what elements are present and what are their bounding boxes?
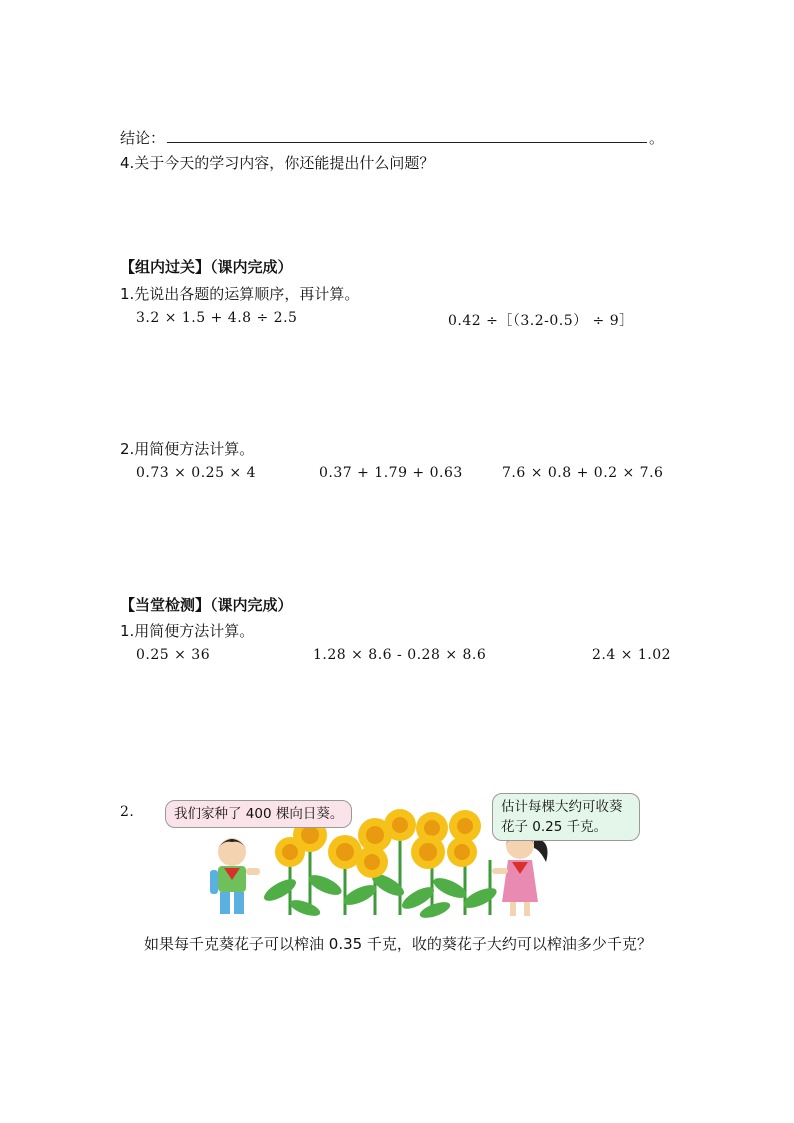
group-problem-2-item: 0.73 × 0.25 × 4	[136, 465, 257, 481]
conclusion-end: 。	[649, 129, 665, 147]
girl-figure	[492, 830, 548, 916]
check-problem-1-item: 1.28 × 8.6 - 0.28 × 8.6	[313, 647, 487, 663]
conclusion-label: 结论：	[120, 129, 166, 147]
check-problem-1-item: 0.25 × 36	[136, 647, 211, 663]
boy-figure	[210, 838, 260, 914]
speech-bubble-boy-text: 我们家种了 400 棵向日葵。	[174, 806, 344, 822]
group-problem-1-item: 3.2 × 1.5 + 4.8 ÷ 2.5	[136, 310, 298, 326]
group-problem-2-title: 2.用简便方法计算。	[120, 440, 255, 458]
check-problem-2-question: 如果每千克葵花子可以榨油 0.35 千克，收的葵花子大约可以榨油多少千克？	[144, 935, 652, 953]
question-4: 4.关于今天的学习内容，你还能提出什么问题？	[120, 154, 435, 172]
group-problem-2-item: 7.6 × 0.8 + 0.2 × 7.6	[502, 465, 664, 481]
group-problem-1-title: 1.先说出各题的运算顺序，再计算。	[120, 285, 360, 303]
speech-bubble-girl-text: 估计每棵大约可收葵花子 0.25 千克。	[501, 799, 623, 835]
group-section-header: 【组内过关】（课内完成）	[120, 258, 293, 276]
conclusion-blank	[167, 128, 647, 143]
group-problem-1-item: 0.42 ÷［（3.2-0.5） ÷ 9］	[448, 313, 634, 329]
speech-bubble-boy	[165, 800, 352, 828]
check-problem-1-title: 1.用简便方法计算。	[120, 622, 255, 640]
check-problem-2-number: 2.	[120, 804, 135, 820]
group-problem-2-item: 0.37 + 1.79 + 0.63	[319, 465, 463, 481]
check-problem-1-item: 2.4 × 1.02	[592, 647, 672, 663]
speech-bubble-girl	[492, 793, 640, 841]
check-section-header: 【当堂检测】（课内完成）	[120, 596, 293, 614]
conclusion-line	[120, 127, 664, 148]
